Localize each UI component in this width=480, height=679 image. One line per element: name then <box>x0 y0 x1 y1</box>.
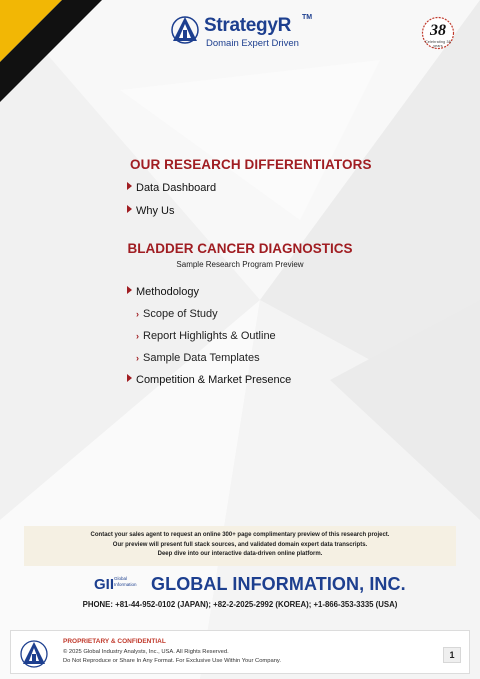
sub-item-label: Report Highlights & Outline <box>143 330 276 342</box>
strategyr-logo <box>170 14 320 54</box>
menu-item-label: Data Dashboard <box>136 182 217 194</box>
arrow-right-icon <box>127 205 132 213</box>
brand-trademark: TM <box>302 14 313 21</box>
page-footer <box>10 630 470 674</box>
sub-item-report-highlights[interactable] <box>136 330 276 342</box>
menu-item-label: Why Us <box>136 205 175 217</box>
strategyr-logo-icon <box>170 14 200 46</box>
differentiators-title: OUR RESEARCH DIFFERENTIATORS <box>130 157 372 172</box>
corner-stripes <box>0 0 110 110</box>
sub-item-sample-data-templates[interactable] <box>136 352 260 364</box>
notice-line-1: Contact your sales agent to request an online 300+ page complimentary preview of this research project. <box>90 532 390 538</box>
menu-item-label: Competition & Market Presence <box>136 374 292 386</box>
menu-item-label: Methodology <box>136 286 199 298</box>
report-title: BLADDER CANCER DIAGNOSTICS <box>127 241 353 256</box>
report-subtitle: Sample Research Program Preview <box>176 260 304 269</box>
arrow-right-icon <box>127 182 132 190</box>
sub-item-label: Sample Data Templates <box>143 352 260 364</box>
menu-item-why-us[interactable] <box>127 205 175 217</box>
sub-item-label: Scope of Study <box>143 308 218 320</box>
brand-name: StrategyR <box>204 15 292 36</box>
arrow-right-icon <box>127 374 132 382</box>
chevron-right-icon: › <box>136 353 139 363</box>
company-phone: PHONE: +81-44-952-0102 (JAPAN); +82-2-2025-2992 (KOREA); +1-866-353-3335 (USA) <box>82 600 398 609</box>
strategyr-footer-logo-icon <box>19 639 49 669</box>
brand-tagline: Domain Expert Driven <box>206 38 299 49</box>
notice-line-2: Our preview will present full stack sources, and validated domain expert data transcripts. <box>112 541 368 548</box>
menu-item-competition[interactable] <box>127 374 291 386</box>
page-number: 1 <box>443 647 461 663</box>
badge-text: Celebrating 38 years <box>425 40 451 48</box>
footer-copyright: © 2025 Global Industry Analysts, Inc., USA. All Rights Reserved. <box>63 649 229 655</box>
preview-notice <box>24 526 456 566</box>
arrow-right-icon <box>127 286 132 294</box>
footer-notice: Do Not Reproduce or Share In Any Format. For Exclusive Use Within Your Company. <box>63 658 282 664</box>
chevron-right-icon: › <box>136 309 139 319</box>
gii-logo-small-text: Global Information <box>114 576 137 587</box>
chevron-right-icon: › <box>136 331 139 341</box>
menu-item-data-dashboard[interactable] <box>127 182 216 194</box>
badge-number: 38 <box>430 22 446 39</box>
anniversary-badge <box>421 16 455 50</box>
gii-logo-mark: GII <box>94 576 115 593</box>
footer-confidential: PROPRIETARY & CONFIDENTIAL <box>63 638 166 645</box>
menu-item-methodology[interactable] <box>127 286 199 298</box>
company-name: GLOBAL INFORMATION, INC. <box>151 574 406 594</box>
notice-line-3: Deep dive into our interactive data-driven online platform. <box>157 551 323 557</box>
sub-item-scope-of-study[interactable] <box>136 308 218 320</box>
